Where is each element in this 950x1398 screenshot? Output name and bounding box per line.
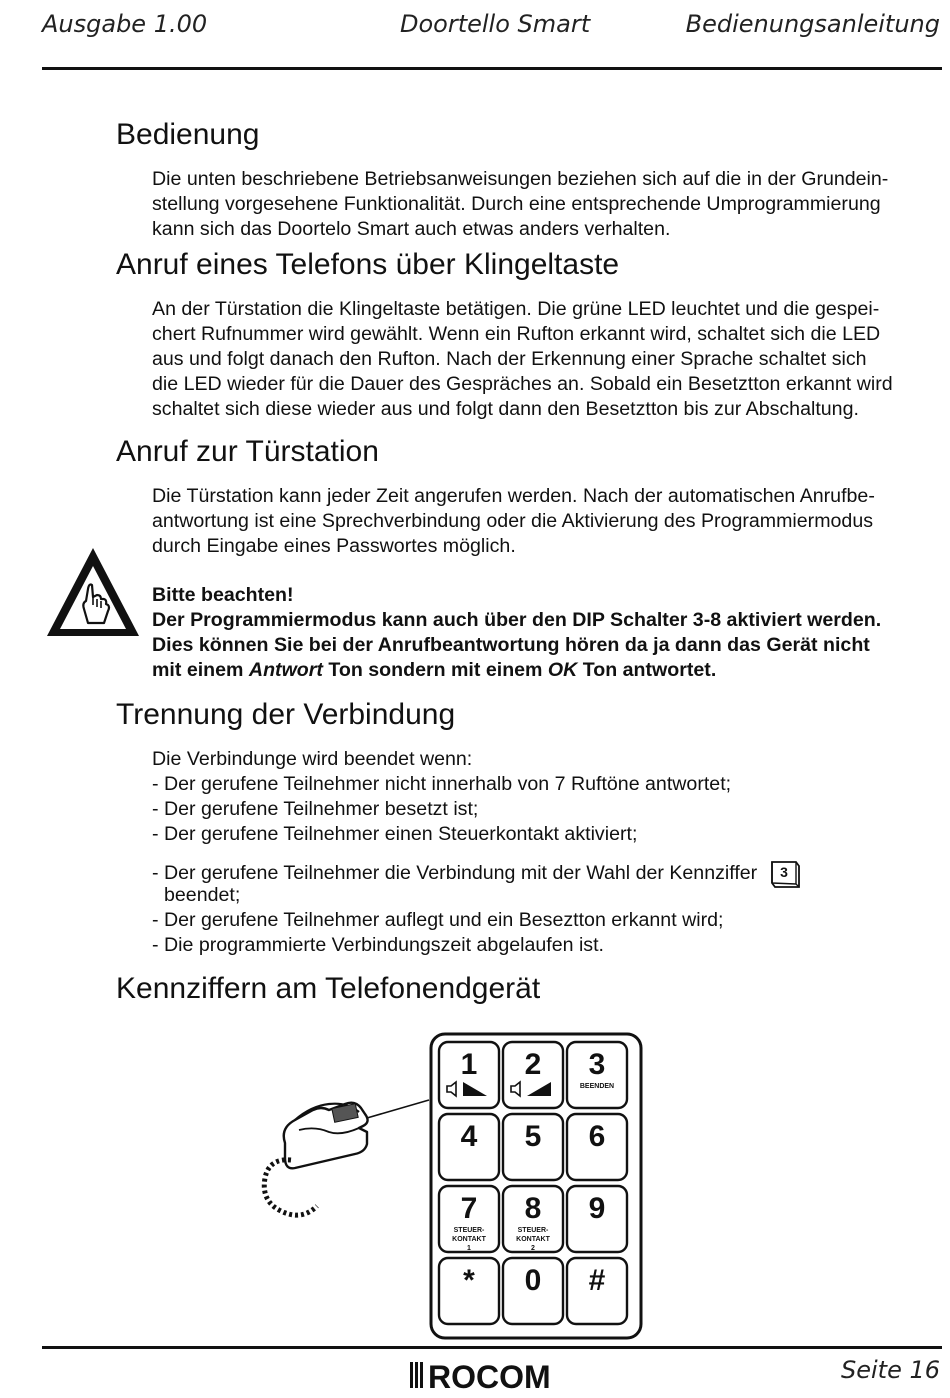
keypad-key-8 xyxy=(503,1186,563,1252)
list-item: - Der gerufene Teilnehmer nicht innerhalb von 7 Ruftöne antwortet; xyxy=(152,773,732,795)
svg-text:ROCOM: ROCOM xyxy=(428,1359,551,1392)
svg-text:3: 3 xyxy=(779,864,788,880)
key-digit: * xyxy=(463,1264,475,1297)
key-sublabel: 2 xyxy=(531,1245,535,1252)
section-title-kennziffern: Kennziffern am Telefonendgerät xyxy=(116,972,541,1005)
keypad-key-7 xyxy=(439,1186,499,1252)
paragraph-bedienung: Die unten beschriebene Betriebsanweisungen beziehen sich auf die in der Grundein- stellung vorgesehene Funktionalität. Durch eine entsprechende Umprogrammierung kann sich das Doortelo Smart auch etwas anders verhalten. xyxy=(152,168,889,240)
warning-heading: Bitte beachten! xyxy=(152,584,294,606)
key-digit: 6 xyxy=(588,1120,606,1153)
list-item-continued: beendet; xyxy=(164,884,241,906)
section-title-bedienung: Bedienung xyxy=(116,118,260,151)
key-3-icon xyxy=(769,858,801,890)
key-digit: 7 xyxy=(460,1192,478,1225)
list-trennung xyxy=(152,747,942,958)
key-sublabel: STEUER- xyxy=(517,1227,549,1234)
page-number: Seite 16 xyxy=(840,1356,940,1384)
keypad-key-6 xyxy=(567,1114,627,1180)
key-sublabel: KONTAKT xyxy=(516,1236,550,1243)
header-doc-type: Bedienungsanleitung xyxy=(685,10,940,38)
key-digit: 1 xyxy=(460,1048,478,1081)
key-digit: 4 xyxy=(460,1120,478,1153)
keypad-key-star xyxy=(439,1258,499,1324)
key-digit: 5 xyxy=(524,1120,542,1153)
key-digit: # xyxy=(588,1264,606,1297)
keypad-key-0 xyxy=(503,1258,563,1324)
list-item: - Der gerufene Teilnehmer die Verbindung mit der Wahl der Kennziffer 3 xyxy=(152,858,942,890)
pointing-hand-warning-icon xyxy=(44,545,142,639)
keypad-key-hash xyxy=(567,1258,627,1324)
key-digit: 3 xyxy=(588,1048,606,1081)
footer-rule xyxy=(42,1346,942,1349)
keypad-key-3 xyxy=(567,1042,627,1108)
rocom-logo xyxy=(408,1356,573,1392)
key-digit: 8 xyxy=(524,1192,542,1225)
key-digit: 2 xyxy=(524,1048,542,1081)
warning-note: Bitte beachten! Der Programmiermodus kann auch über den DIP Schalter 3-8 aktiviert werden. Dies können Sie bei der Anrufbeantwortung hören da ja dann das Gerät nicht mit einem Antwort Ton sondern mit einem OK Ton antwortet. xyxy=(152,583,942,683)
paragraph-anruf-telefon: An der Türstation die Klingeltaste betätigen. Die grüne LED leuchtet und die gespei- chert Rufnummer wird gewählt. Wenn ein Rufton erkannt wird, schaltet sich die LED aus und folgt danach den Rufton. Nach der Erkennung einer Sprache schaltet sich die LED wieder für die Dauer des Gespräches an. Sobald ein Besetztton erkannt wird schaltet sich diese wieder aus und folgt dann den Besetztton bis zur Abschaltung. xyxy=(152,298,893,420)
section-title-anruf-tuer: Anruf zur Türstation xyxy=(116,435,379,468)
key-sublabel: STEUER- xyxy=(453,1227,485,1234)
list-item: - Die programmierte Verbindungszeit abgelaufen ist. xyxy=(152,934,604,956)
list-item: - Der gerufene Teilnehmer besetzt ist; xyxy=(152,798,479,820)
list-item: - Der gerufene Teilnehmer einen Steuerkontakt aktiviert; xyxy=(152,823,638,845)
header-rule xyxy=(42,67,942,70)
key-sublabel: BEENDEN xyxy=(579,1083,615,1090)
header-product: Doortello Smart xyxy=(400,10,591,38)
keypad-key-1 xyxy=(439,1042,499,1108)
header-edition: Ausgabe 1.00 xyxy=(42,10,208,38)
phone-keypad-figure xyxy=(255,1028,655,1348)
section-title-anruf-telefon: Anruf eines Telefons über Klingeltaste xyxy=(116,248,620,281)
telephone-icon xyxy=(264,1100,429,1215)
paragraph-anruf-tuer: Die Türstation kann jeder Zeit angerufen werden. Nach der automatischen Anrufbe- antwortung ist eine Sprechverbindung oder die Aktivierung des Programmiermodus durch Eingabe eines Passwortes möglich. xyxy=(152,485,875,557)
keypad-key-9 xyxy=(567,1186,627,1252)
section-title-trennung: Trennung der Verbindung xyxy=(116,698,456,731)
keypad-key-2 xyxy=(503,1042,563,1108)
keypad-key-4 xyxy=(439,1114,499,1180)
keypad-key-5 xyxy=(503,1114,563,1180)
list-item: - Der gerufene Teilnehmer auflegt und ein Beseztton erkannt wird; xyxy=(152,909,724,931)
key-digit: 9 xyxy=(588,1192,606,1225)
key-digit: 0 xyxy=(524,1264,542,1297)
key-sublabel: KONTAKT xyxy=(452,1236,486,1243)
key-sublabel: 1 xyxy=(467,1245,471,1252)
list-intro: Die Verbindunge wird beendet wenn: xyxy=(152,748,473,770)
